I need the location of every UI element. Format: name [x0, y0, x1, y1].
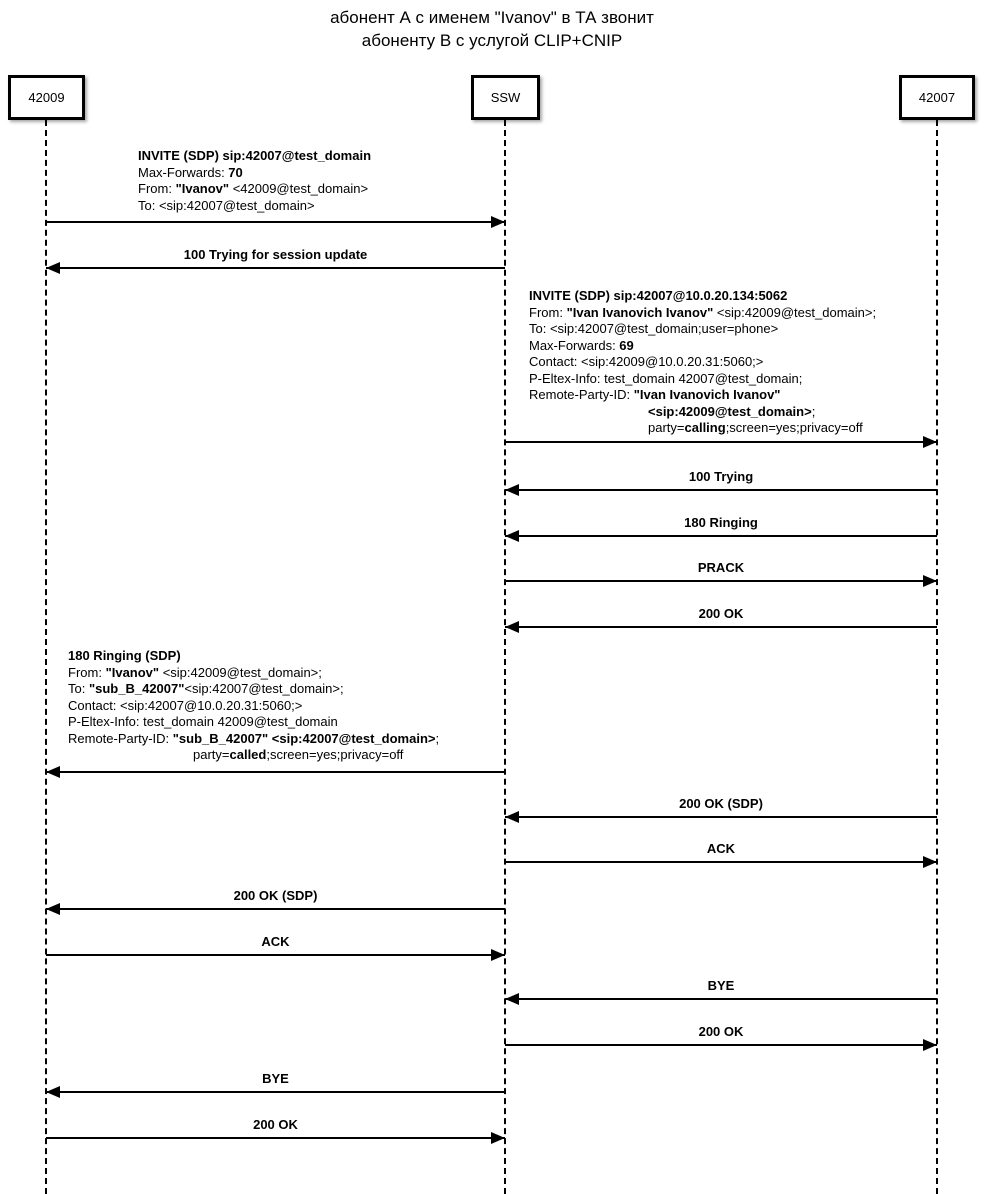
- message-line: [46, 908, 505, 910]
- message-label: [505, 1024, 937, 1041]
- message-label-line: 100 Trying: [688, 469, 754, 484]
- message-label-line: Contact: <sip:42007@10.0.20.31:5060;>: [68, 697, 303, 713]
- message-label-line: ACK: [261, 934, 290, 949]
- message-label-line: 200 OK: [253, 1117, 298, 1132]
- message-label-line: To: "sub_B_42007"<sip:42007@test_domain>;: [68, 681, 344, 696]
- message-arrowhead: [491, 216, 505, 228]
- message-label-line: party=called;screen=yes;privacy=off: [193, 747, 404, 762]
- message-label-line: BYE: [262, 1071, 289, 1086]
- message-label-line: Remote-Party-ID: "Ivan Ivanovich Ivanov": [529, 387, 781, 402]
- message-label-line: <sip:42009@test_domain>;: [648, 403, 816, 419]
- message-arrowhead: [923, 1039, 937, 1051]
- message-line: [505, 489, 937, 491]
- message-line: [505, 861, 937, 863]
- message-label: [505, 978, 937, 995]
- message-label-line: P-Eltex-Info: test_domain 42009@test_domain: [68, 714, 338, 729]
- message-line: [46, 771, 505, 773]
- message-arrowhead: [505, 484, 519, 496]
- message-label-line: BYE: [707, 978, 735, 993]
- message-label-line: Contact: <sip:42009@10.0.20.31:5060;>: [529, 354, 764, 369]
- diagram-title-line1: абонент А с именем "Ivanov" в ТА звонит: [330, 8, 654, 27]
- message-label-line: ACK: [706, 841, 736, 856]
- message-label-line: 200 OK (SDP): [679, 796, 763, 811]
- message-label-line: party=calling;screen=yes;privacy=off: [648, 420, 863, 435]
- message-line: [46, 1091, 505, 1093]
- message-label-line: 180 Ringing: [684, 515, 758, 530]
- message-line: [46, 954, 505, 956]
- message-label-line: From: "Ivan Ivanovich Ivanov" <sip:42009@test_domain>;: [529, 304, 877, 320]
- message-label-line: 100 Trying for session update: [183, 247, 368, 262]
- message-arrowhead: [491, 1132, 505, 1144]
- message-arrowhead: [46, 262, 60, 274]
- message-label-line: 200 OK (SDP): [233, 888, 318, 903]
- message-label: [505, 560, 937, 577]
- message-label: [505, 469, 937, 486]
- message-line: [46, 221, 505, 223]
- message-arrowhead: [505, 530, 519, 542]
- message-label-line: From: "Ivanov" <42009@test_domain>: [138, 181, 369, 196]
- message-label-line: INVITE (SDP) sip:42007@test_domain: [138, 148, 372, 163]
- message-label: [46, 247, 505, 264]
- message-label: [138, 148, 371, 214]
- message-line: [46, 1137, 505, 1139]
- message-label: [46, 888, 505, 905]
- actor-label-ssw: SSW: [490, 90, 521, 105]
- message-arrowhead: [491, 949, 505, 961]
- message-label-line: 200 OK: [698, 606, 744, 621]
- message-line: [505, 1044, 937, 1046]
- message-label: [46, 1071, 505, 1088]
- message-label: [46, 1117, 505, 1134]
- message-arrowhead: [46, 903, 60, 915]
- message-label-line: 180 Ringing (SDP): [68, 648, 181, 663]
- message-line: [505, 580, 937, 582]
- message-label-line: To: <sip:42007@test_domain;user=phone>: [529, 321, 779, 336]
- message-label: [529, 288, 876, 437]
- message-label-line: To: <sip:42007@test_domain>: [138, 197, 315, 213]
- message-line: [505, 998, 937, 1000]
- message-label: [68, 648, 439, 764]
- message-arrowhead: [923, 856, 937, 868]
- message-line: [505, 535, 937, 537]
- message-label: [46, 934, 505, 951]
- actor-label-42007: 42007: [918, 90, 956, 105]
- message-arrowhead: [46, 1086, 60, 1098]
- message-label-line: Remote-Party-ID: "sub_B_42007" <sip:42007@test_domain>;: [68, 730, 440, 746]
- message-label: [505, 796, 937, 813]
- message-arrowhead: [505, 811, 519, 823]
- message-label-line: INVITE (SDP) sip:42007@10.0.20.134:5062: [529, 288, 788, 303]
- message-label-line: Max-Forwards: 70: [138, 164, 243, 180]
- message-line: [505, 626, 937, 628]
- message-label-line: Max-Forwards: 69: [529, 337, 634, 353]
- message-arrowhead: [505, 621, 519, 633]
- message-label: [505, 515, 937, 532]
- lifeline-42009: [45, 120, 47, 1194]
- actor-box-42009: [8, 75, 85, 120]
- message-label-line: PRACK: [697, 560, 745, 575]
- message-label-line: 200 OK: [698, 1024, 744, 1039]
- message-label: [505, 606, 937, 623]
- message-label-line: P-Eltex-Info: test_domain 42007@test_domain;: [529, 370, 803, 386]
- actor-box-ssw: [471, 75, 540, 120]
- message-label: [505, 841, 937, 858]
- message-arrowhead: [505, 993, 519, 1005]
- diagram-title: [0, 6, 984, 52]
- message-arrowhead: [46, 766, 60, 778]
- message-label-line: From: "Ivanov" <sip:42009@test_domain>;: [68, 664, 322, 680]
- actor-label-42009: 42009: [28, 90, 65, 105]
- actor-box-42007: [899, 75, 975, 120]
- message-line: [505, 816, 937, 818]
- message-arrowhead: [923, 436, 937, 448]
- message-line: [46, 267, 505, 269]
- diagram-title-line2: абоненту В с услугой CLIP+CNIP: [361, 31, 623, 50]
- message-arrowhead: [923, 575, 937, 587]
- message-line: [505, 441, 937, 443]
